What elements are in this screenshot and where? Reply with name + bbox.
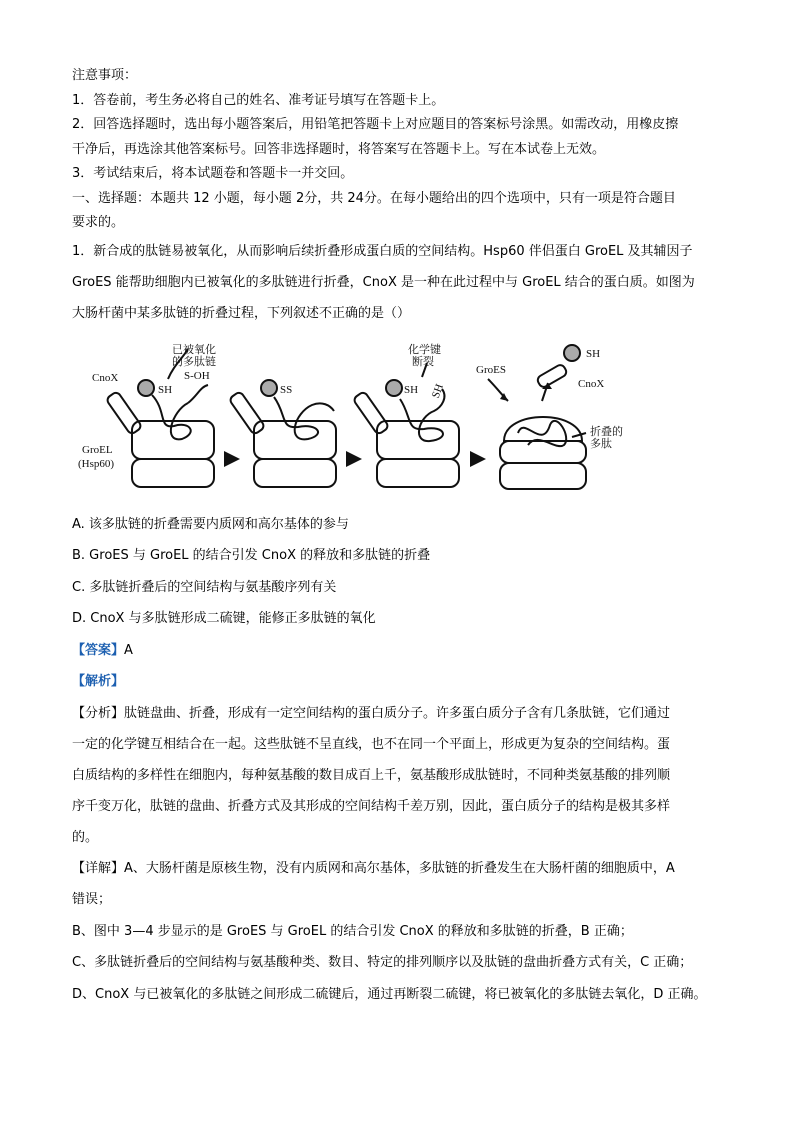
folded-polypeptide xyxy=(518,420,566,445)
step-arrow-3 xyxy=(470,451,486,467)
released-cnox-head xyxy=(564,345,580,361)
cnox-arm-3 xyxy=(353,390,390,434)
notice-item-3: 3．考试结束后，将本试题卷和答题卡一并交回。 xyxy=(72,166,354,181)
answer-value: A xyxy=(124,642,133,658)
answer-line xyxy=(72,635,724,667)
cnox-head-1 xyxy=(138,380,154,396)
xiangjie-tag: 【详解】 xyxy=(72,860,125,876)
fenxi-line-1 xyxy=(72,698,724,729)
stem-line-1: 1．新合成的肽链易被氧化，从而影响后续折叠形成蛋白质的空间结构。Hsp60 伴侣蛋白 GroEL 及其辅因子 xyxy=(72,243,693,259)
polypeptide-2 xyxy=(274,397,334,439)
fenxi-line-4: 序千变万化，肽链的盘曲、折叠方式及其形成的空间结构千差万别，因此，蛋白质分子的结构是极其多样 xyxy=(72,798,671,814)
label-cnox-right: CnoX xyxy=(578,377,605,390)
fenxi-text-1: 肽链盘曲、折叠，形成有一定空间结构的蛋白质分子。许多蛋白质分子含有几条肽链，它们通过 xyxy=(124,705,671,721)
label-oxidized-2: 的多肽链 xyxy=(172,355,216,368)
notice-item-2: 2．回答选择题时，选出每小题答案后，用铅笔把答题卡上对应题目的答案标号涂黑。如需改动，用橡皮擦 xyxy=(72,117,679,132)
analysis-heading xyxy=(72,666,724,698)
cnox-head-2 xyxy=(261,380,277,396)
xiangjie-line-3: B、图中 3—4 步显示的是 GroES 与 GroEL 的结合引发 CnoX 的释放和多肽链的折叠，B 正确； xyxy=(72,923,633,939)
question-1-options xyxy=(72,509,724,635)
option-a: A. 该多肽链的折叠需要内质网和高尔基体的参与 xyxy=(72,516,349,532)
fenxi-tag: 【分析】 xyxy=(72,705,125,721)
option-d: D. CnoX 与多肽链形成二硫键，能修正多肽链的氧化 xyxy=(72,611,376,626)
stem-line-3: 大肠杆菌中某多肽链的折叠过程，下列叙述不正确的是（） xyxy=(72,305,411,321)
xiangjie-line-4: C、多肽链折叠后的空间结构与氨基酸种类、数目、特定的排列顺序以及肽链的盘曲折叠方式有关，C 正确； xyxy=(72,955,693,970)
polypeptide-end-1 xyxy=(188,385,208,403)
label-sh-2: SH xyxy=(404,383,419,396)
groes-cap xyxy=(504,417,582,441)
label-groel-1: GroEL xyxy=(82,443,113,456)
label-folded-1: 折叠的 xyxy=(590,425,623,438)
protein-folding-diagram xyxy=(72,341,632,501)
section-instructions xyxy=(72,187,724,236)
fenxi-line-3: 白质结构的多样性在细胞内，每种氨基酸的数目成百上千，氨基酸形成肽链时，不同种类氨基酸的排列顺 xyxy=(72,767,671,783)
stage-2 xyxy=(229,380,336,487)
folded-pointer xyxy=(572,433,586,437)
label-groes: GroES xyxy=(476,363,506,376)
section-line-1: 一、选择题：本题共 12 小题，每小题 2分，共 24分。在每小题给出的四个选项中，只有一项是符合题目 xyxy=(72,190,676,206)
notice-item-1: 1．答卷前，考生务必将自己的姓名、准考证号填写在答题卡上。 xyxy=(72,92,445,108)
label-sh-3: SH xyxy=(429,382,446,400)
notice-section xyxy=(72,64,724,187)
groel-lower-ring-3 xyxy=(377,459,459,487)
notice-item-2-cont: 干净后，再选涂其他答案标号。回答非选择题时，将答案写在答题卡上。写在本试卷上无效。 xyxy=(72,141,606,157)
question-1-stem xyxy=(72,236,724,329)
analysis-xiangjie xyxy=(72,853,724,1011)
released-cnox-arm xyxy=(536,363,568,388)
groel-upper-ring-3 xyxy=(377,421,459,459)
answer-tag: 【答案】 xyxy=(72,642,125,658)
xiangjie-text-1: A、大肠杆菌是原核生物，没有内质网和高尔基体，多肽链的折叠发生在大肠杆菌的细胞质中，A xyxy=(124,860,675,876)
label-cnox-left: CnoX xyxy=(92,371,119,384)
xiangjie-line-5: D、CnoX 与已被氧化的多肽链之间形成二硫键后，通过再断裂二硫键，将已被氧化的多肽链去氧化，D 正确。 xyxy=(72,986,707,1002)
label-s-oh: S-OH xyxy=(184,369,210,382)
polypeptide-1 xyxy=(152,395,191,439)
groel-lower-ring-1 xyxy=(132,459,214,487)
analysis-fenxi xyxy=(72,698,724,853)
cnox-arm-2 xyxy=(229,390,266,434)
cnox-arm-1 xyxy=(106,390,143,434)
stage-3 xyxy=(353,363,459,487)
step-arrow-2 xyxy=(346,451,362,467)
label-folded-2: 多肽 xyxy=(590,437,612,450)
cnox-head-3 xyxy=(386,380,402,396)
fenxi-line-5: 的。 xyxy=(72,829,99,845)
groel-upper-ring-4 xyxy=(500,441,586,463)
label-bond-1: 化学键 xyxy=(408,343,441,356)
groel-lower-ring-4 xyxy=(500,463,586,489)
step-arrow-1 xyxy=(224,451,240,467)
section-line-2: 要求的。 xyxy=(72,215,125,230)
label-groel-2: (Hsp60) xyxy=(78,457,115,470)
label-oxidized-1: 已被氧化 xyxy=(172,343,216,356)
fenxi-line-2: 一定的化学键互相结合在一起。这些肽链不呈直线，也不在同一个平面上，形成更为复杂的空间结构。蛋 xyxy=(72,736,671,752)
option-b: B. GroES 与 GroEL 的结合引发 CnoX 的释放和多肽链的折叠 xyxy=(72,548,431,563)
exam-page xyxy=(72,64,724,1010)
label-bond-2: 断裂 xyxy=(412,355,434,368)
label-sh-1: SH xyxy=(158,383,173,396)
option-c: C. 多肽链折叠后的空间结构与氨基酸序列有关 xyxy=(72,579,337,595)
groel-lower-ring-2 xyxy=(254,459,336,487)
notice-heading: 注意事项： xyxy=(72,68,138,83)
analysis-tag: 【解析】 xyxy=(72,674,125,689)
stem-line-2: GroES 能帮助细胞内已被氧化的多肽链进行折叠，CnoX 是一种在此过程中与 GroEL 结合的蛋白质。如图为 xyxy=(72,274,695,290)
label-sh-4: SH xyxy=(586,347,601,360)
label-ss: SS xyxy=(280,383,293,396)
xiangjie-line-1 xyxy=(72,853,724,885)
xiangjie-line-2: 错误； xyxy=(72,892,112,907)
